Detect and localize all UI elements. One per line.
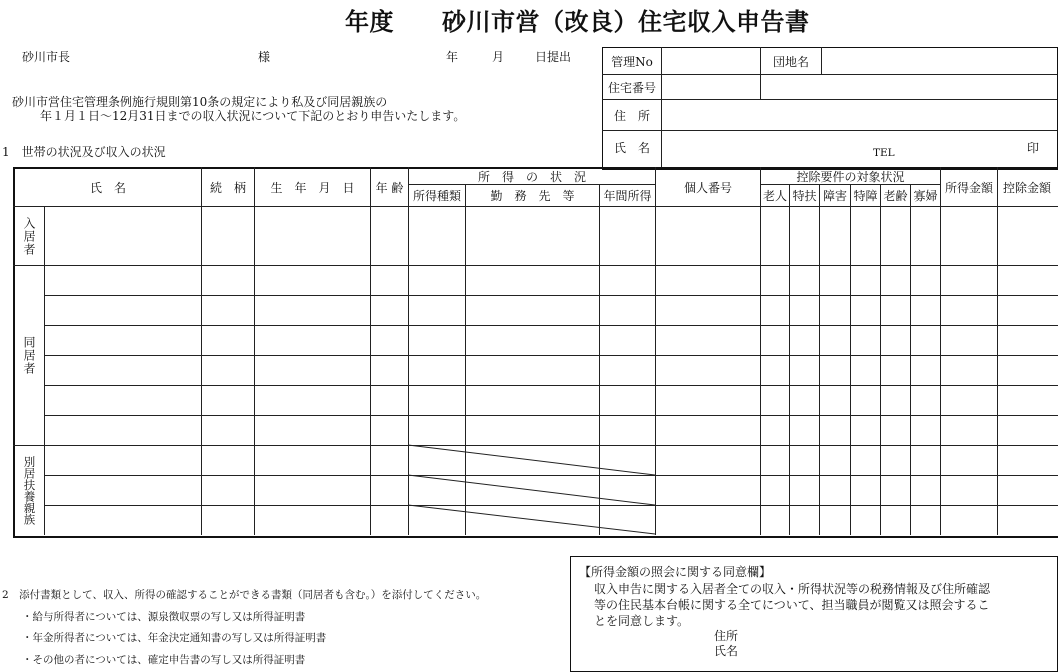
col-deduction-group: 控除要件の対象状況 (796, 169, 905, 184)
addressee: 砂川市長 (22, 50, 71, 64)
col-deduction-old-age: 老齢 (883, 189, 908, 203)
row-group-cohabitant: 同居者 (22, 336, 36, 375)
intro-line-2: 年１月１日～12月31日までの収入状況について下記のとおり申告いたします。 (40, 109, 466, 123)
row-group-resident: 入居者 (22, 216, 36, 256)
jutaku-no-label: 住宅番号 (607, 80, 656, 95)
section-1-heading: 1 世帯の状況及び収入の状況 (2, 145, 166, 159)
tel-label: TEL (873, 147, 895, 159)
consent-line-2: 等の住民基本台帳に関する全てについて、担当職員が閲覧又は照会するこ (594, 598, 990, 612)
kanri-no-label: 管理No (611, 54, 653, 69)
consent-line-1: 収入申告に関する入居者全ての収入・所得状況等の税務情報及び住所確認 (594, 582, 991, 596)
honorific: 様 (258, 50, 271, 64)
col-birthdate: 生 年 月 日 (270, 180, 355, 195)
date-day-label: 日提出 (535, 50, 572, 64)
danchi-label: 団地名 (772, 54, 809, 69)
attachment-item-1: ・給与所得者については、源泉徴収票の写し又は所得証明書 (22, 611, 306, 623)
address-label: 住 所 (613, 108, 650, 123)
col-deduction-elder: 老人 (762, 189, 787, 203)
consent-line-3: とを同意します。 (594, 614, 690, 628)
col-name: 氏 名 (89, 180, 126, 195)
seal-label: 印 (1027, 141, 1040, 155)
section-2-heading: 2 添付書類として、収入、所得の確認することができる書類（同居者も含む。）を添付してください。 (2, 589, 487, 601)
col-income-amount: 所得金額 (944, 180, 993, 195)
col-deduction-special-disabled: 特障 (853, 189, 878, 203)
consent-name-label: 氏名 (714, 644, 739, 658)
col-age: 年 齢 (375, 180, 404, 195)
col-deduction-amount: 控除金額 (1002, 180, 1051, 195)
col-workplace: 勤 務 先 等 (490, 189, 575, 203)
attachment-item-3: ・その他の者については、確定申告書の写し又は所得証明書 (22, 654, 306, 666)
consent-address-label: 住所 (714, 629, 739, 643)
col-income-type: 所得種類 (412, 189, 461, 203)
page-title: 年度 砂川市営（改良）住宅収入申告書 (345, 8, 810, 36)
col-relation: 続 柄 (209, 180, 246, 195)
col-deduction-disabled: 障害 (822, 189, 847, 203)
date-month-label: 月 (492, 50, 505, 64)
attachment-item-2: ・年金所得者については、年金決定通知書の写し又は所得証明書 (22, 632, 327, 644)
col-my-number: 個人番号 (683, 180, 732, 195)
name-label: 氏 名 (613, 140, 650, 155)
date-year-label: 年 (446, 50, 459, 64)
col-annual-income: 年間所得 (603, 189, 652, 203)
col-income-status: 所 得 の 状 況 (477, 169, 586, 184)
col-deduction-widow: 寡婦 (913, 189, 938, 203)
row-group-separate-dependents: 別居扶養親族 (22, 455, 37, 525)
col-deduction-special-dependent: 特扶 (792, 189, 817, 203)
intro-line-1: 砂川市営住宅管理条例施行規則第10条の規定により私及び同居親族の (12, 95, 388, 109)
consent-heading: 【所得金額の照会に関する同意欄】 (579, 565, 772, 579)
